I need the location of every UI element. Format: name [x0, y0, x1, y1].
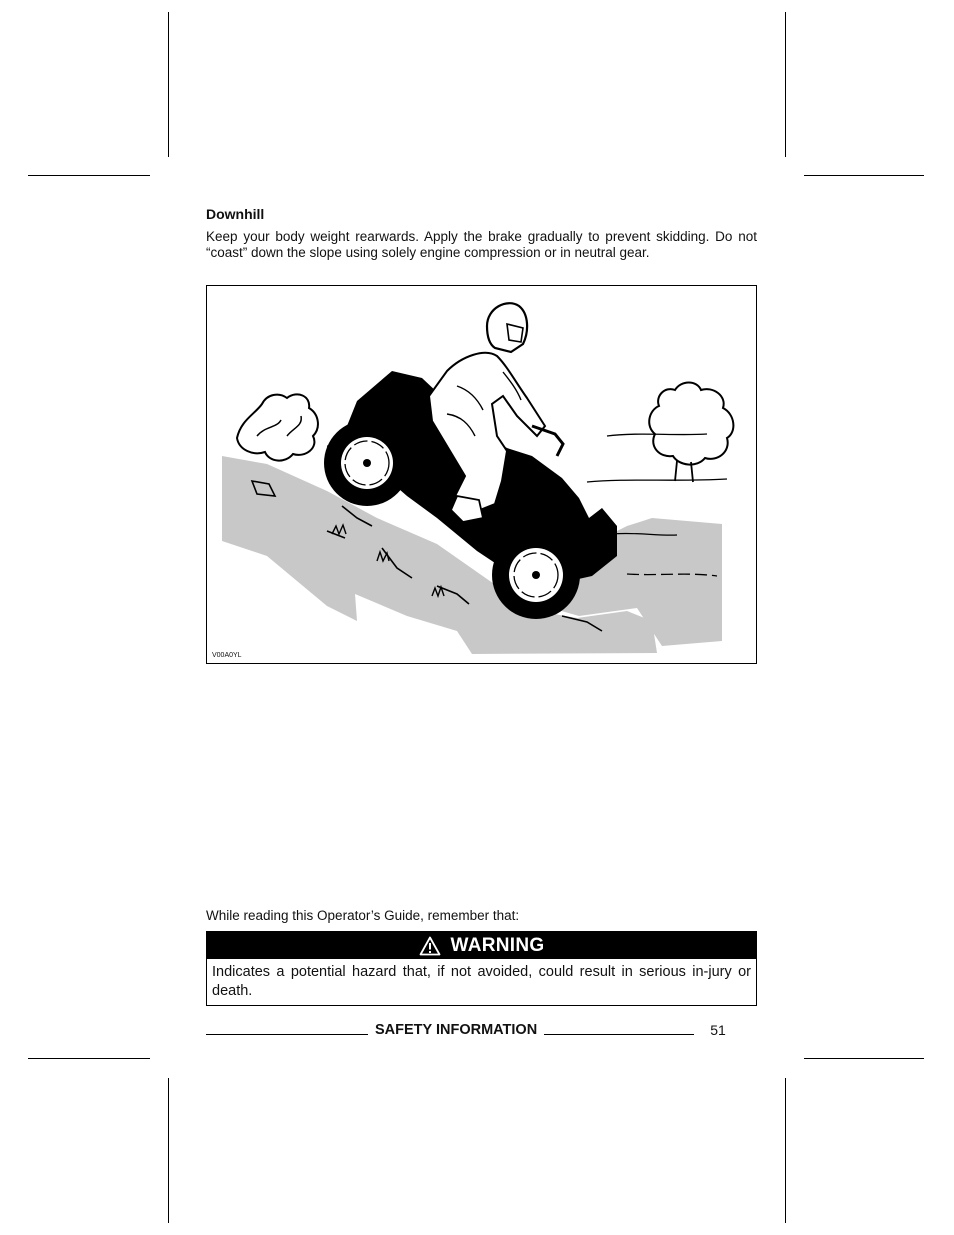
section-heading: Downhill: [206, 206, 265, 222]
crop-mark-bottom-left-vertical: [168, 1078, 169, 1223]
figure-code: V00A0YL: [212, 652, 242, 659]
warning-body: Indicates a potential hazard that, if not avoided, could result in serious in-jury or death.: [212, 964, 751, 999]
footer-section-title: SAFETY INFORMATION: [375, 1022, 538, 1038]
crop-mark-bottom-left-horizontal: [28, 1058, 150, 1059]
atv-illustration: [207, 286, 756, 663]
warning-box: [206, 931, 757, 1006]
page-footer: [206, 1020, 757, 1040]
warning-title: WARNING: [450, 934, 545, 956]
crop-mark-bottom-right-vertical: [785, 1078, 786, 1223]
crop-mark-bottom-right-horizontal: [804, 1058, 924, 1059]
crop-mark-top-left-vertical: [168, 12, 169, 157]
page-number: 51: [710, 1022, 726, 1038]
crop-mark-top-right-vertical: [785, 12, 786, 157]
footer-rule-left: [206, 1034, 368, 1035]
section-body: Keep your body weight rearwards. Apply the brake gradually to prevent skidding. Do not “coast” down the slope using solely engine compression or in neutral gear.: [206, 229, 757, 260]
bush-left: [237, 394, 318, 460]
footer-rule-right: [544, 1034, 694, 1035]
atv-downhill-figure: [206, 285, 757, 664]
warning-header: [207, 932, 756, 959]
warning-triangle-icon: [419, 936, 441, 956]
tree-right: [649, 383, 733, 465]
intro-text: While reading this Operator’s Guide, remember that:: [206, 908, 520, 923]
crop-mark-top-right-horizontal: [804, 175, 924, 176]
crop-mark-top-left-horizontal: [28, 175, 150, 176]
